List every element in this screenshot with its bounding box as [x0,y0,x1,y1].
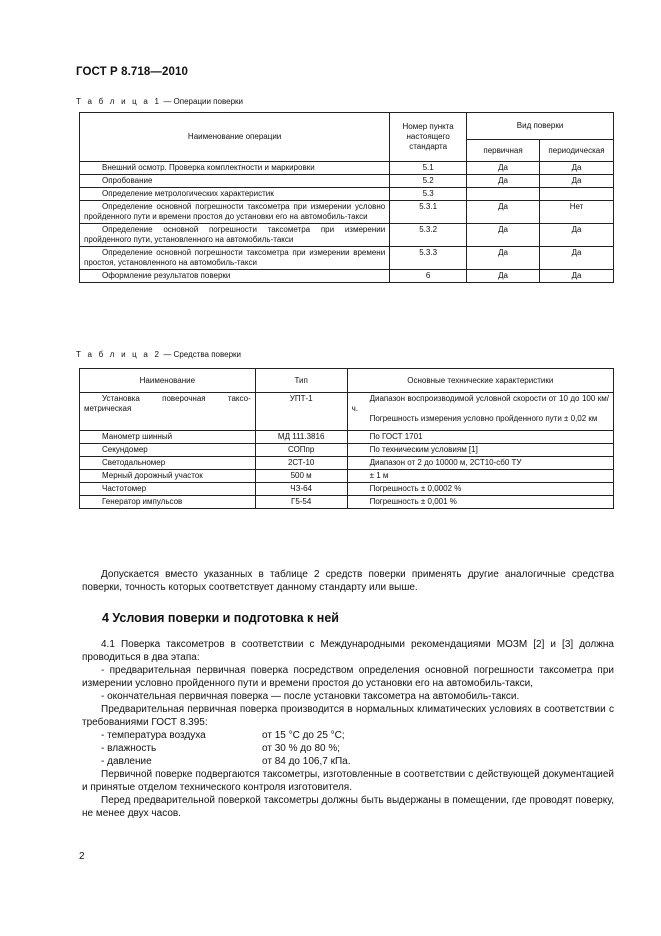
paragraph: Перед предварительной поверкой таксометры должны быть выдержаны в помещении, где проводят поверку, не менее двух часов. [82,795,614,819]
operation-primary: Да [467,162,540,175]
means-type: УПТ-1 [255,393,347,431]
section-4-title: 4 Условия поверки и подготовка к ней [102,611,339,625]
means-name: Частотомер [80,483,256,496]
operation-periodic: Да [540,247,614,270]
means-specs: ± 1 м [347,470,613,483]
table-row [80,201,614,224]
means-name: Светодальномер [80,457,256,470]
paragraph: - окончательная первичная поверка — после установки таксометра на автомобиль-такси. [101,691,520,702]
table2-caption [76,350,241,359]
condition-row [82,729,614,742]
operation-name: Опробование [80,175,390,188]
table-row [80,444,614,457]
means-specs: Диапазон от 2 до 10000 м, 2СТ10-сб0 ТУ [347,457,613,470]
operation-name: Определение метрологических характеристик [80,188,390,201]
table-row [80,188,614,201]
table2-caption-prefix: Т а б л и ц а 2 [76,350,162,359]
means-specs: По техническим условиям [1] [347,444,613,457]
table-row [80,393,614,431]
table2-caption-title: — Средства поверки [161,350,242,359]
operation-periodic: Нет [540,201,614,224]
table-row [80,247,614,270]
table-row [80,457,614,470]
document-header: ГОСТ Р 8.718—2010 [76,66,188,78]
table-row [80,175,614,188]
means-name: Генератор импульсов [80,496,256,509]
operation-clause: 5.3.1 [390,201,467,224]
table-row [80,270,614,283]
condition-label: - влажность [101,743,157,754]
table1-caption-prefix: Т а б л и ц а 1 [76,97,162,106]
means-type: 500 м [255,470,347,483]
means-name: Мерный дорожный участок [80,470,256,483]
operation-primary: Да [467,247,540,270]
table-row [80,224,614,247]
condition-value: от 15 °С до 25 °С; [262,730,345,741]
operation-primary: Да [467,201,540,224]
operation-primary [467,188,540,201]
condition-value: от 84 до 106,7 кПа. [262,756,351,767]
operation-clause: 5.1 [390,162,467,175]
means-specs-line: Погрешность измерения условно пройденного пути ± 0,02 км [369,414,598,423]
means-type: ЧЗ-64 [255,483,347,496]
paragraph: - предварительная первичная поверка посредством определения основной погрешности таксометра при измерении условно пройденного пути и времени простоя до установки его на автомобиль-такси, [82,665,614,689]
header-clause: Номер пункта настоящего стандарта [390,113,467,162]
condition-row [82,755,614,768]
means-specs: По ГОСТ 1701 [347,431,613,444]
means-name: Установка поверочная таксометрическая [80,393,256,431]
table-row [80,162,614,175]
operation-periodic: Да [540,162,614,175]
header-specs: Основные технические характеристики [347,369,613,393]
operation-periodic: Да [540,175,614,188]
condition-label: - давление [101,756,152,767]
header-name: Наименование [80,369,256,393]
header-operation: Наименование операции [80,113,390,162]
operation-name: Оформление результатов поверки [80,270,390,283]
table-row [80,496,614,509]
operation-name: Определение основной погрешности таксометра при измерении времени простоя, установленного на автомобиль-такси [80,247,390,270]
operation-periodic [540,188,614,201]
operation-clause: 5.3 [390,188,467,201]
operation-clause: 5.3.2 [390,224,467,247]
condition-row [82,742,614,755]
means-type: 2СТ-10 [255,457,347,470]
table-row [80,470,614,483]
operation-periodic: Да [540,270,614,283]
condition-value: от 30 % до 80 %; [262,743,341,754]
header-primary: первичная [467,140,540,162]
table-row [80,431,614,444]
table1-caption [76,97,243,106]
paragraph: Первичной поверке подвергаются таксометры, изготовленные в соответствии с действующей документацией и принятые отделом технического контроля изготовителя. [82,769,614,793]
operation-clause: 5.3.3 [390,247,467,270]
means-specs: Погрешность ± 0,0002 % [347,483,613,496]
table-row [80,483,614,496]
paragraph: 4.1 Поверка таксометров в соответствии с Международными рекомендациями МОЗМ [2] и [3] должна проводиться в два этапа: [82,639,614,663]
table-verification-operations [79,112,614,283]
header-type: Тип [255,369,347,393]
header-verification-kind: Вид поверки [467,113,614,140]
operation-name: Определение основной погрешности таксометра при измерении условно пройденного пути и времени простоя до установки его на автомобиль-такси [80,201,390,224]
page-number: 2 [79,851,85,862]
operation-name: Определение основной погрешности таксометра при измерении пройденного пути, установленного на автомобиль-такси [80,224,390,247]
note-paragraph: Допускается вместо указанных в таблице 2 средств поверки применять другие аналогичные средства поверки, точность которых соответствует данному стандарту или выше. [82,569,614,593]
means-specs [347,393,613,431]
condition-label: - температура воздуха [101,730,206,741]
means-name: Секундомер [80,444,256,457]
means-type: МД 111.3816 [255,431,347,444]
operation-periodic: Да [540,224,614,247]
section-4-body [82,638,614,820]
table2-note [82,568,614,594]
operation-name: Внешний осмотр. Проверка комплектности и маркировки [80,162,390,175]
table-verification-means [79,368,614,509]
operation-primary: Да [467,175,540,188]
paragraph: Предварительная первичная поверка производится в нормальных климатических условиях в соответствии с требованиями ГОСТ 8.395: [82,704,614,728]
operation-primary: Да [467,224,540,247]
operation-primary: Да [467,270,540,283]
table1-caption-title: — Операции поверки [161,97,243,106]
means-name: Манометр шинный [80,431,256,444]
operation-clause: 6 [390,270,467,283]
header-periodic: периодическая [540,140,614,162]
means-specs-line: Диапазон воспроизводимой условной скорости от 10 до 100 км/ч. [351,394,609,413]
means-type: Г5-54 [255,496,347,509]
means-specs: Погрешность ± 0,001 % [347,496,613,509]
operation-clause: 5.2 [390,175,467,188]
means-type: СОПпр [255,444,347,457]
